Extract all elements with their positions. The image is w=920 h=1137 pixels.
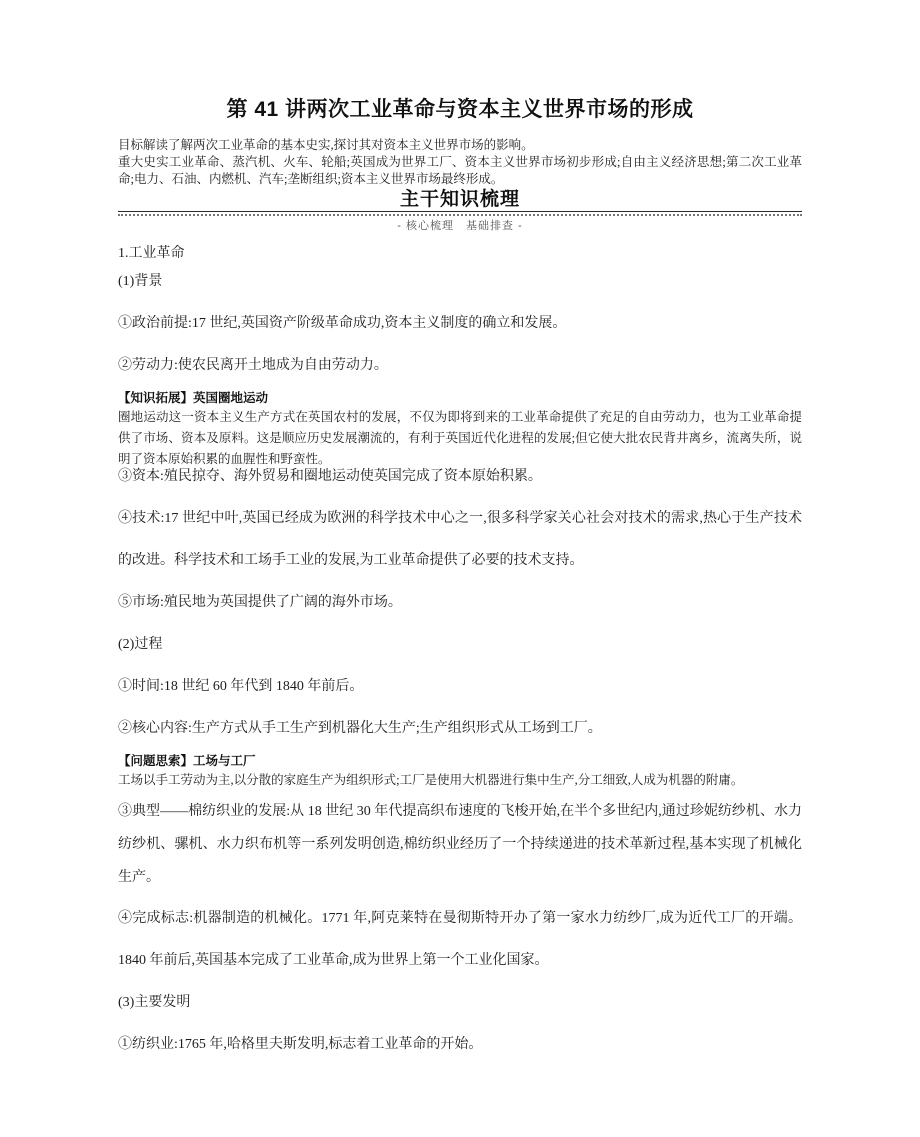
divider-solid-line <box>118 211 802 212</box>
para-textile-1765: ①纺织业:1765 年,哈格里夫斯发明,标志着工业革命的开始。 <box>118 1037 483 1052</box>
meta-line-key-facts: 重大史实工业革命、蒸汽机、火车、轮船;英国成为世界工厂、资本主义世界市场初步形成;自由主义经济思想;第二次工业革命;电力、石油、内燃机、汽车;垄断组织;资本主义世界市场最终形成。 <box>118 155 802 186</box>
section-subtitle: - 核心梳理 基础排查 - <box>397 220 523 232</box>
divider-dotted-line <box>118 214 802 216</box>
doc-title: 第 41 讲两次工业革命与资本主义世界市场的形成 <box>226 98 694 121</box>
para-completion-mark: ④完成标志:机器制造的机械化。1771 年,阿克莱特在曼彻斯特开办了第一家水力纺纱厂,成为近代工厂的开端。1840 年前后,英国基本完成了工业革命,成为世界上第一个工业化国家。 <box>118 911 802 968</box>
para-core-content: ②核心内容:生产方式从手工生产到机器化大生产;生产组织形式从工场到工厂。 <box>118 721 602 736</box>
para-time-period: ①时间:18 世纪 60 年代到 1840 年前后。 <box>118 679 364 694</box>
outline-item-process: (2)过程 <box>118 637 163 652</box>
note-body-workshop-vs-factory: 工场以手工劳动为主,以分散的家庭生产为组织形式;工厂是使用大机器进行集中生产,分工细致,人成为机器的附庸。 <box>118 773 744 787</box>
section-title: 主干知识梳理 <box>399 189 520 210</box>
para-labor-force: ②劳动力:使农民离开土地成为自由劳动力。 <box>118 358 388 373</box>
para-typical-cotton-textile: ③典型——棉纺织业的发展:从 18 世纪 30 年代提高织布速度的飞梭开始,在半个多世纪内,通过珍妮纺纱机、水力纺纱机、骡机、水力织布机等一系列发明创造,棉纺织业经历了一个持续递进的技术革新过程,基本实现了机械化生产。 <box>118 804 802 885</box>
para-technology: ④技术:17 世纪中叶,英国已经成为欧洲的科学技术中心之一,很多科学家关心社会对技术的需求,热心于生产技术的改进。科学技术和工场手工业的发展,为工业革命提供了必要的技术支持。 <box>118 511 802 568</box>
note-title-enclosure-movement: 【知识拓展】英国圈地运动 <box>118 391 269 405</box>
note-body-enclosure-movement: 圈地运动这一资本主义生产方式在英国农村的发展，不仅为即将到来的工业革命提供了充足的自由劳动力，也为工业革命提供了市场、资本及原料。这是顺应历史发展潮流的，有利于英国近代化进程的发展;但它使大批农民背井离乡，流离失所，说明了资本原始积累的血腥性和野蛮性。 <box>118 410 802 466</box>
meta-line-goals: 目标解读了解两次工业革命的基本史实,探讨其对资本主义世界市场的影响。 <box>118 138 534 152</box>
section-header <box>118 190 802 233</box>
para-political-premise: ①政治前提:17 世纪,英国资产阶级革命成功,资本主义制度的确立和发展。 <box>118 316 567 331</box>
para-market: ⑤市场:殖民地为英国提供了广阔的海外市场。 <box>118 595 402 610</box>
outline-item-major-inventions: (3)主要发明 <box>118 995 191 1010</box>
note-title-workshop-vs-factory: 【问题思索】工场与工厂 <box>118 754 256 768</box>
document-body <box>118 233 802 1066</box>
outline-item-background: (1)背景 <box>118 274 163 289</box>
para-capital: ③资本:殖民掠夺、海外贸易和圈地运动使英国完成了资本原始积累。 <box>118 469 542 484</box>
outline-item-industrial-revolution: 1.工业革命 <box>118 246 185 261</box>
